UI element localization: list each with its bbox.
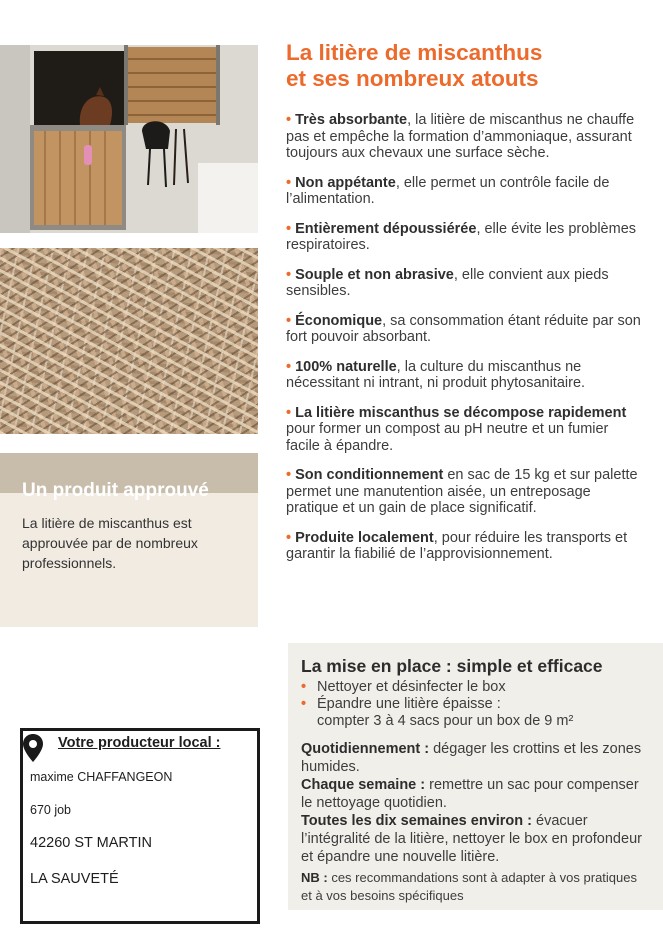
nb-label: NB : xyxy=(301,870,328,885)
benefit-text: en sac de 15 kg et sur palette permet une manutention aisée, un entreposage pratique et un gain de place significatif. xyxy=(286,467,638,516)
benefit-text: pour former un compost au pH neutre et un fumier facile à épandre. xyxy=(286,421,609,454)
benefit-bold: Non appétante xyxy=(295,174,396,191)
benefit-text: , la litière de miscanthus ne chauffe pas et empêche la formation d’ammoniaque, assurant toujours aux chevaux une surface sèche. xyxy=(286,112,635,161)
setup-step-text: Épandre une litière épaisse : xyxy=(317,696,501,712)
benefits-list xyxy=(286,112,642,576)
daily-text: dégager les crottins et les zones humides. xyxy=(301,741,642,775)
benefit-text: , sa consommation étant réduite par son fort pouvoir absorbant. xyxy=(286,312,641,345)
producer-name: maxime CHAFFANGEON xyxy=(30,770,173,784)
nb-note xyxy=(301,869,646,905)
bullet-icon: • xyxy=(286,266,292,283)
tendays-label: Toutes les dix semaines environ : xyxy=(301,813,533,829)
bullet-icon: • xyxy=(286,404,292,421)
weekly-label: Chaque semaine : xyxy=(301,777,426,793)
benefit-item xyxy=(286,175,642,208)
location-pin-icon xyxy=(22,733,44,768)
main-title-line-2: et ses nombreux atouts xyxy=(286,66,539,91)
producer-city2: LA SAUVETÉ xyxy=(30,871,119,887)
setup-step-continued xyxy=(301,713,646,730)
stable-photo xyxy=(0,45,258,233)
benefit-item xyxy=(286,112,642,162)
bullet-icon: • xyxy=(286,174,292,191)
bullet-icon: • xyxy=(301,679,307,695)
benefit-bold: Économique xyxy=(295,312,383,329)
benefit-item xyxy=(286,267,642,300)
benefit-text: , elle évite les problèmes respiratoires. xyxy=(286,220,637,253)
approved-text: La litière de miscanthus est approuvée par de nombreux professionnels. xyxy=(22,515,198,571)
benefit-bold: Son conditionnement xyxy=(295,467,444,483)
producer-postal-city: 42260 ST MARTIN xyxy=(30,835,152,851)
benefit-text: , pour réduire les transports et garantir la fiabilié de l’approvisionnement. xyxy=(286,529,628,562)
benefit-text: , la culture du miscanthus ne nécessitant ni intrant, ni produit phytosanitaire. xyxy=(286,358,586,391)
setup-step xyxy=(301,696,646,713)
tendays-instruction xyxy=(301,812,646,866)
benefit-item xyxy=(286,530,642,563)
benefit-item xyxy=(286,467,642,517)
miscanthus-litter-photo xyxy=(0,248,258,434)
benefit-item xyxy=(286,359,642,392)
bullet-icon: • xyxy=(286,312,292,329)
bullet-icon: • xyxy=(286,220,292,237)
producer-street: 670 job xyxy=(30,803,72,817)
benefit-item xyxy=(286,221,642,254)
benefit-item xyxy=(286,313,642,346)
setup-title: La mise en place : simple et efficace xyxy=(301,656,603,676)
setup-step-text: compter 3 à 4 sacs pour un box de 9 m² xyxy=(317,713,574,729)
bullet-icon: • xyxy=(286,358,292,375)
benefit-bold: Souple et non abrasive xyxy=(295,266,454,283)
tendays-text: évacuer l’intégralité de la litière, nettoyer le box en profondeur et épandre une nouvelle litière. xyxy=(301,813,642,865)
benefit-text: , elle permet un contrôle facile de l’alimentation. xyxy=(286,174,610,207)
benefit-bold: Entièrement dépoussiérée xyxy=(295,220,477,237)
setup-step-text: Nettoyer et désinfecter le box xyxy=(317,679,506,695)
bullet-icon: • xyxy=(286,467,292,483)
benefit-bold: La litière miscanthus se décompose rapidement xyxy=(295,404,627,421)
daily-label: Quotidiennement : xyxy=(301,741,430,757)
setup-step xyxy=(301,679,646,696)
main-title-line-1: La litière de miscanthus xyxy=(286,40,543,65)
approved-title: Un produit approuvé xyxy=(22,480,209,501)
benefit-bold: 100% naturelle xyxy=(295,358,397,375)
setup-steps xyxy=(301,679,646,730)
setup-schedule xyxy=(301,740,646,905)
producer-title: Votre producteur local : xyxy=(58,735,221,751)
bullet-icon: • xyxy=(286,529,292,546)
daily-instruction xyxy=(301,740,646,776)
nb-text: ces recommandations sont à adapter à vos pratiques et à vos besoins spécifiques xyxy=(301,870,638,903)
benefit-item xyxy=(286,405,642,455)
benefit-bold: Produite localement xyxy=(295,529,434,546)
producer-box xyxy=(20,728,260,924)
main-title xyxy=(286,40,646,92)
benefit-bold: Très absorbante xyxy=(295,112,408,128)
benefit-text: , elle convient aux pieds sensibles. xyxy=(286,266,609,299)
bullet-icon: • xyxy=(286,112,292,128)
weekly-text: remettre un sac pour compenser le nettoyage quotidien. xyxy=(301,777,639,811)
bullet-icon: • xyxy=(301,696,307,712)
weekly-instruction xyxy=(301,776,646,812)
